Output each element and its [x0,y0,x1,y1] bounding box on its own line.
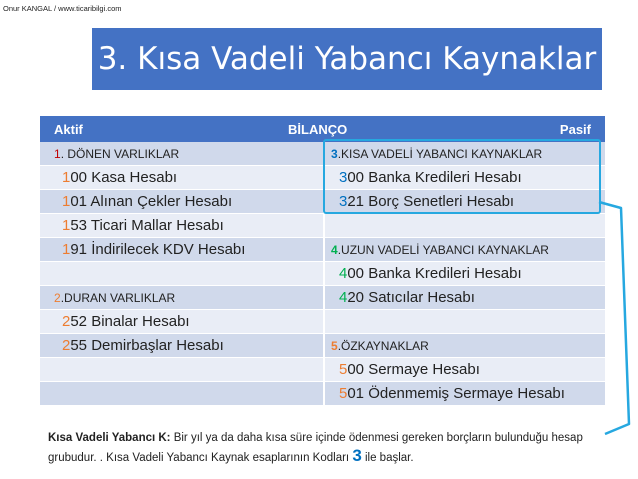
row-label: 52 Binalar Hesabı [70,313,190,330]
left-row-empty [40,262,323,285]
row-code: 1 [62,193,71,210]
highlight-box [323,139,601,214]
row-code: 2 [62,337,71,354]
left-row [40,286,323,309]
row-label: 00 Sermaye Hesabı [347,361,480,378]
right-row [325,382,605,405]
row-label: .KISA VADELİ YABANCI KAYNAKLAR [337,146,543,161]
left-row [40,334,323,357]
row-code: 4 [339,265,348,282]
row-code: 1 [62,169,71,186]
left-row [40,310,323,333]
row-code: 5 [339,361,348,378]
row-code: 3 [339,169,348,186]
row-label: 00 Kasa Hesabı [70,169,178,186]
connector-bracket [595,188,635,438]
right-row [325,358,605,381]
row-code: 5 [331,338,338,353]
row-label: 21 Borç Senetleri Hesabı [347,193,515,210]
row-code: 3 [339,193,348,210]
left-row-empty [40,382,323,405]
row-label: . DÖNEN VARLIKLAR [60,146,180,161]
row-label: .ÖZKAYNAKLAR [337,338,429,353]
row-code: 2 [62,313,71,330]
page-title-text: 3. Kısa Vadeli Yabancı Kaynaklar [97,41,597,77]
header-bilanco: BİLANÇO [288,122,348,137]
footer-note [48,430,608,467]
row-code: 4 [339,289,348,306]
row-code: 3 [331,146,338,161]
row-label: 20 Satıcılar Hesabı [347,289,475,306]
row-code: 5 [339,385,348,402]
row-code: 4 [331,242,338,257]
header-aktif: Aktif [54,122,83,137]
left-row [40,214,323,237]
right-row [325,238,605,261]
footer-text2: ile başlar. [361,452,414,464]
left-row [40,238,323,261]
right-row-empty [325,310,605,333]
footer-num: 3 [352,446,362,465]
row-label: 55 Demirbaşlar Hesabı [70,337,224,354]
right-row [325,262,605,285]
right-row [325,334,605,357]
row-label: 01 Ödenmemiş Sermaye Hesabı [347,385,565,402]
page-title [92,28,602,90]
row-code: 1 [62,217,71,234]
row-code: 1 [54,146,61,161]
row-label: 00 Banka Kredileri Hesabı [347,169,522,186]
row-code: 2 [54,290,61,305]
right-row-empty [325,214,605,237]
row-label: .UZUN VADELİ YABANCI KAYNAKLAR [337,242,549,257]
right-row [325,286,605,309]
row-code: 1 [62,241,71,258]
header-pasif: Pasif [559,122,591,137]
row-label: .DURAN VARLIKLAR [60,290,176,305]
left-row [40,190,323,213]
footer-bold: Kısa Vadeli Yabancı K: [48,432,171,444]
left-row-empty [40,358,323,381]
left-row [40,166,323,189]
left-row [40,142,323,165]
credit-text: Onur KANGAL / www.ticaribilgi.com [3,4,122,13]
row-label: 91 İndirilecek KDV Hesabı [70,241,246,258]
row-label: 00 Banka Kredileri Hesabı [347,265,522,282]
footer-text1: Bir yıl ya da daha kısa süre içinde ödenmesi gereken borçların bulunduğu hesap grubudur. . Kısa Vadeli Yabancı Kaynak esaplarının Kodları [48,432,583,464]
row-label: 53 Ticari Mallar Hesabı [70,217,224,234]
row-label: 01 Alınan Çekler Hesabı [70,193,233,210]
